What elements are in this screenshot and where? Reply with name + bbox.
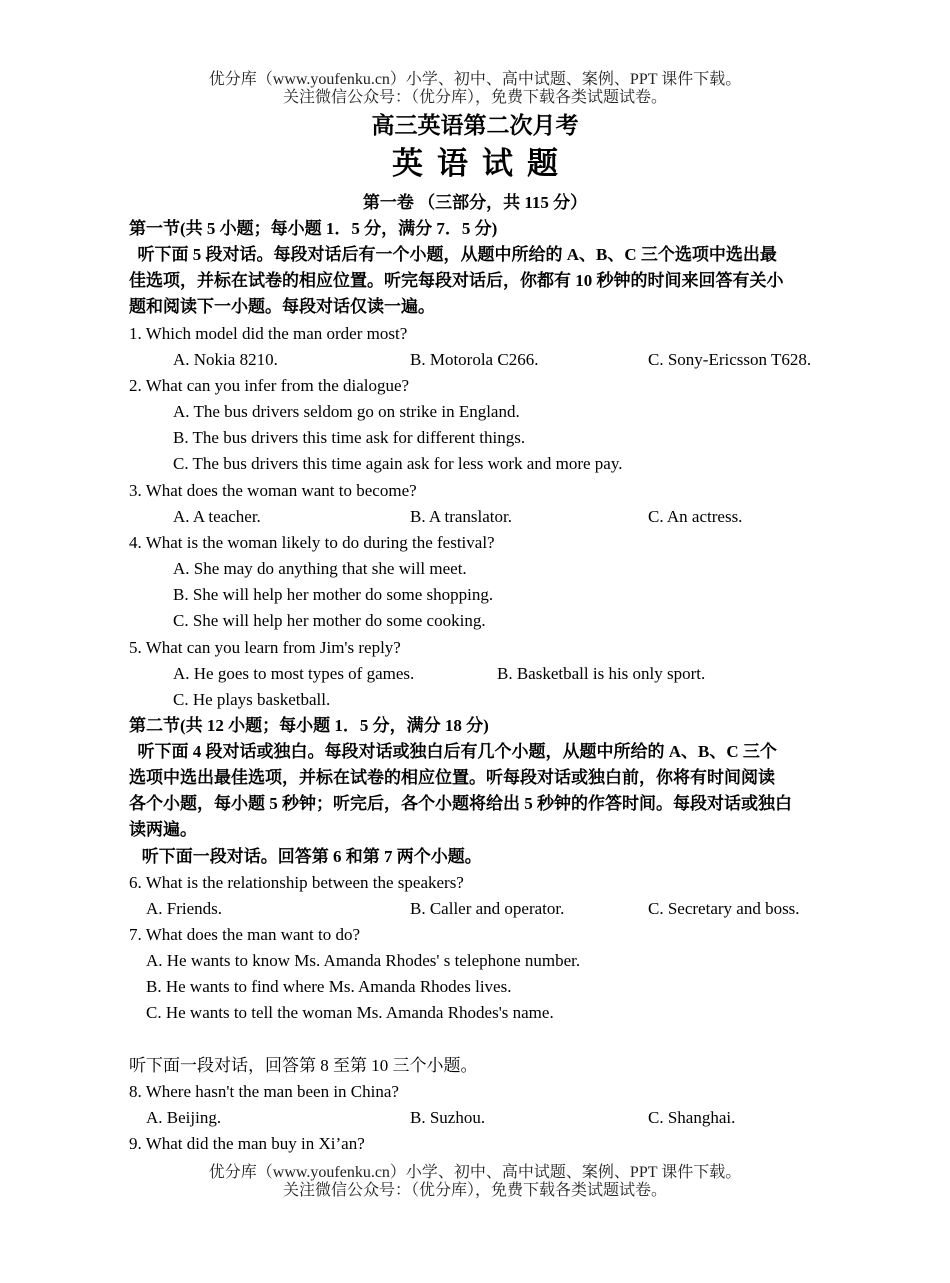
question-7: 7. What does the man want to do?: [129, 925, 361, 944]
q8-option-a: A. Beijing.: [146, 1108, 222, 1127]
q6-option-c: C. Secretary and boss.: [648, 899, 800, 918]
q5-option-c: C. He plays basketball.: [173, 690, 331, 709]
q8-option-b: B. Suzhou.: [410, 1108, 486, 1127]
section2-part1-prompt: 听下面一段对话。回答第 6 和第 7 两个小题。: [129, 847, 482, 866]
q4-option-b: B. She will help her mother do some shopping.: [173, 585, 494, 604]
q5-option-b: B. Basketball is his only sport.: [497, 664, 706, 683]
section2-part2-prompt: 听下面一段对话，回答第 8 至第 10 三个小题。: [129, 1056, 478, 1075]
section1-instruction-line: 佳选项，并标在试卷的相应位置。听完每段对话后，你都有 10 秒钟的时间来回答有关小: [129, 271, 784, 290]
q2-option-c: C. The bus drivers this time again ask for less work and more pay.: [173, 454, 623, 473]
volume-heading: 第一卷 （三部分，共 115 分）: [362, 193, 588, 212]
header-line-1: 优分库（www.youfenku.cn）小学、初中、高中试题、案例、PPT 课件下载。: [208, 71, 742, 88]
q2-option-a: A. The bus drivers seldom go on strike in England.: [173, 402, 520, 421]
section1-instruction-line: 题和阅读下一小题。每段对话仅读一遍。: [129, 297, 435, 316]
q1-option-a: A. Nokia 8210.: [173, 350, 278, 369]
q2-option-b: B. The bus drivers this time ask for different things.: [173, 428, 526, 447]
q8-option-c: C. Shanghai.: [648, 1108, 736, 1127]
section1-heading: 第一节(共 5 小题；每小题 1．5 分，满分 7．5 分): [129, 219, 498, 238]
question-1: 1. Which model did the man order most?: [129, 324, 408, 343]
section2-instruction-line: 读两遍。: [129, 820, 197, 839]
q4-option-a: A. She may do anything that she will meet.: [173, 559, 467, 578]
q5-option-a: A. He goes to most types of games.: [173, 664, 415, 683]
question-8: 8. Where hasn't the man been in China?: [129, 1082, 399, 1101]
q6-option-b: B. Caller and operator.: [410, 899, 565, 918]
subject-title: 英语试题: [392, 146, 572, 181]
footer-line-2: 关注微信公众号：（优分库），免费下载各类试题试卷。: [282, 1182, 667, 1199]
q1-option-b: B. Motorola C266.: [410, 350, 539, 369]
exam-title: 高三英语第二次月考: [371, 113, 579, 138]
q4-option-c: C. She will help her mother do some cooking.: [173, 611, 486, 630]
section2-instruction-line: 听下面 4 段对话或独白。每段对话或独白后有几个小题，从题中所给的 A、B、C 三个: [129, 742, 777, 761]
question-9: 9. What did the man buy in Xi’an?: [129, 1134, 365, 1153]
header-line-2: 关注微信公众号：（优分库），免费下载各类试题试卷。: [282, 89, 667, 106]
q3-option-c: C. An actress.: [648, 507, 743, 526]
question-3: 3. What does the woman want to become?: [129, 481, 417, 500]
q7-option-a: A. He wants to know Ms. Amanda Rhodes' s telephone number.: [146, 951, 581, 970]
q6-option-a: A. Friends.: [146, 899, 223, 918]
q7-option-b: B. He wants to find where Ms. Amanda Rhodes lives.: [146, 977, 512, 996]
question-5: 5. What can you learn from Jim's reply?: [129, 638, 401, 657]
question-4: 4. What is the woman likely to do during the festival?: [129, 533, 495, 552]
q7-option-c: C. He wants to tell the woman Ms. Amanda Rhodes's name.: [146, 1003, 554, 1022]
section1-instruction-line: 听下面 5 段对话。每段对话后有一个小题，从题中所给的 A、B、C 三个选项中选出最: [129, 245, 777, 264]
section2-instruction-line: 选项中选出最佳选项，并标在试卷的相应位置。听每段对话或独白前，你将有时间阅读: [129, 768, 775, 787]
q3-option-b: B. A translator.: [410, 507, 512, 526]
q3-option-a: A. A teacher.: [173, 507, 261, 526]
section2-heading: 第二节(共 12 小题；每小题 1．5 分，满分 18 分): [129, 716, 489, 735]
q1-option-c: C. Sony-Ericsson T628.: [648, 350, 812, 369]
question-6: 6. What is the relationship between the speakers?: [129, 873, 464, 892]
question-2: 2. What can you infer from the dialogue?: [129, 376, 410, 395]
section2-instruction-line: 各个小题，每小题 5 秒钟；听完后，各个小题将给出 5 秒钟的作答时间。每段对话或独白: [129, 794, 792, 813]
footer-line-1: 优分库（www.youfenku.cn）小学、初中、高中试题、案例、PPT 课件下载。: [208, 1164, 742, 1181]
